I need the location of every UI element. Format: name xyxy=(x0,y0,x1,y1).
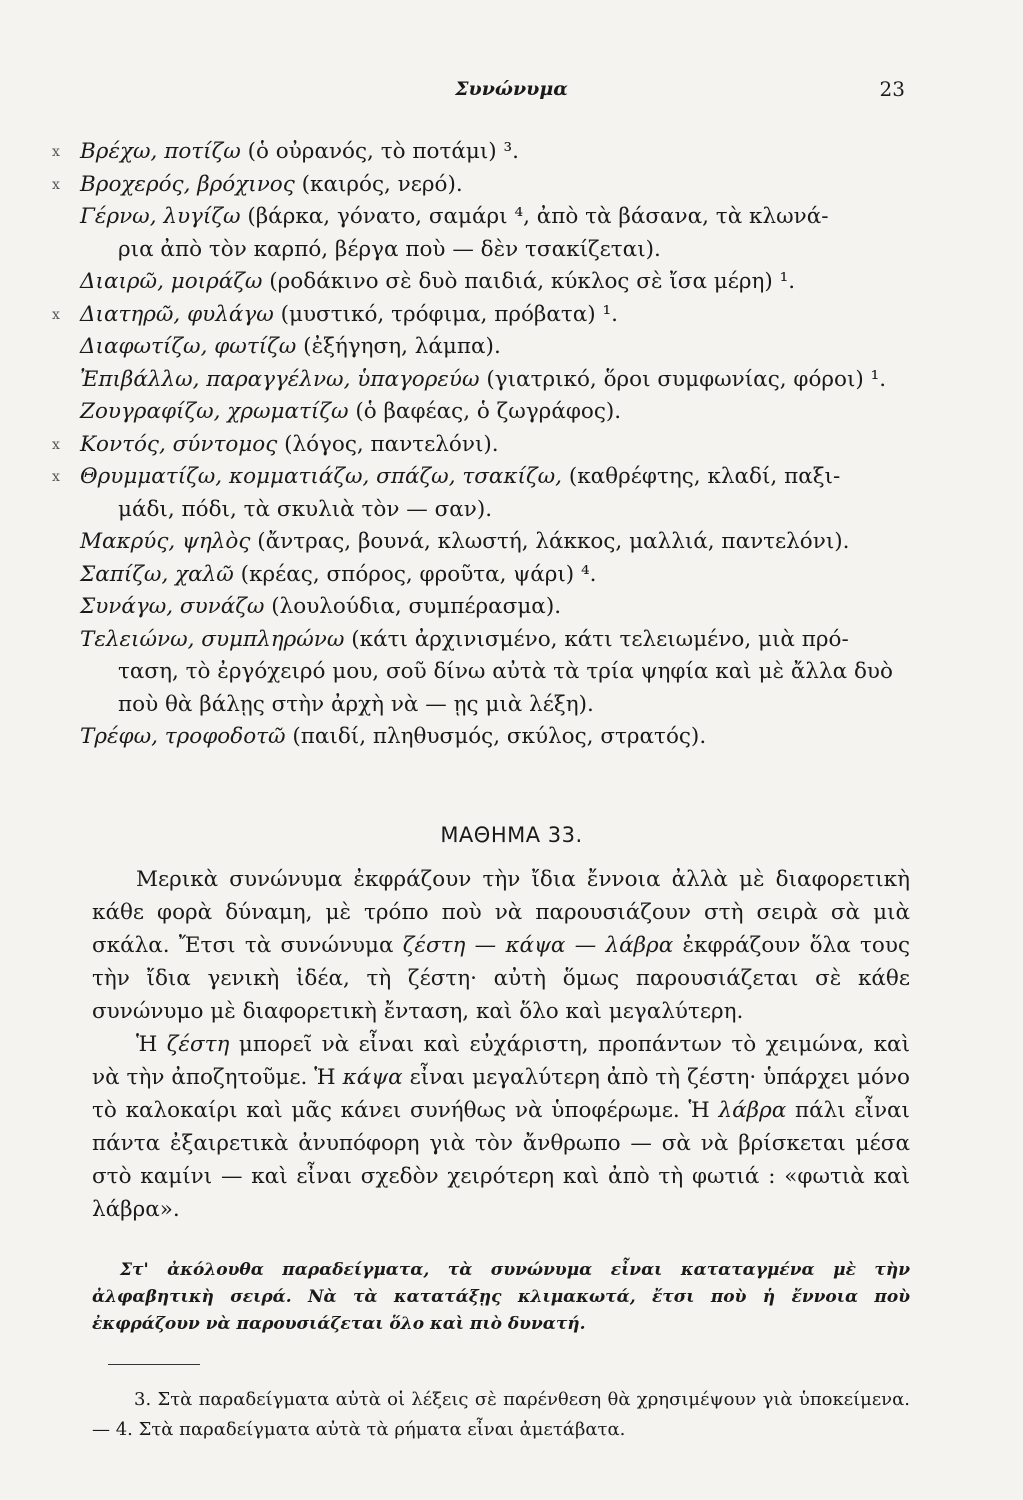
entry-examples: (βάρκα, γόνατο, σαμάρι ⁴, ἀπὸ τὰ βάσανα, τὰ κλωνά- xyxy=(240,204,829,229)
entry-examples: (ἐξήγηση, λάμπα). xyxy=(296,334,501,359)
synonym-entry xyxy=(80,721,920,754)
synonym-entry xyxy=(80,364,920,397)
entry-headwords: Τρέφω, τροφοδοτῶ xyxy=(80,724,286,749)
margin-mark: x xyxy=(52,469,60,485)
synonym-entry xyxy=(52,169,920,202)
entry-examples: (ὁ οὐρανός, τὸ ποτάμι) ³. xyxy=(240,139,519,164)
entry-continuation: ταση, τὸ ἐργόχειρό μου, σοῦ δίνω αὐτὰ τὰ τρία ψηφία καὶ μὲ ἄλλα δυὸ ποὺ θὰ βάλῃς στὴν ἀρχὴ νὰ — ῃς μιὰ λέξη). xyxy=(118,659,893,717)
entry-headwords: Συνάγω, συνάζω xyxy=(80,594,265,619)
entry-headwords: Θρυμματίζω, κομματιάζω, σπάζω, τσακίζω, xyxy=(80,464,562,489)
entry-headwords: Μακρύς, ψηλὸς xyxy=(80,529,251,554)
entry-examples: (γιατρικό, ὅροι συμφωνίας, φόροι) ¹. xyxy=(479,366,887,392)
page-number: 23 xyxy=(879,77,905,101)
synonym-entry xyxy=(52,136,920,169)
entry-continuation: ρια ἀπὸ τὸν καρπό, βέργα ποὺ — δὲν τσακίζεται). xyxy=(118,236,661,262)
entry-examples: (ροδάκινο σὲ δυὸ παιδιά, κύκλος σὲ ἴσα μέρη) ¹. xyxy=(262,269,796,294)
entry-headwords: Γέρνω, λυγίζω xyxy=(80,204,241,229)
synonym-entry xyxy=(52,461,920,526)
entry-headwords: Διαιρῶ, μοιράζω xyxy=(80,269,263,294)
entry-examples: (κάτι ἀρχινισμένο, κάτι τελειωμένο, μιὰ πρό- xyxy=(344,626,849,652)
synonym-entry xyxy=(52,429,920,462)
entry-examples: (ὁ βαφέας, ὁ ζωγράφος). xyxy=(348,399,622,424)
synonym-entry xyxy=(80,201,920,266)
entry-headwords: Ἐπιβάλλω, παραγγέλνω, ὑπαγορεύω xyxy=(80,366,480,392)
entry-headwords: Βροχερός, βρόχινος xyxy=(80,171,295,197)
entry-headwords: Διαφωτίζω, φωτίζω xyxy=(80,334,297,359)
entry-headwords: Τελειώνω, συμπληρώνω xyxy=(80,626,345,652)
entry-examples: (ἄντρας, βουνά, κλωστή, λάκκος, μαλλιά, παντελόνι). xyxy=(250,529,850,554)
synonym-entry xyxy=(80,559,920,592)
lesson-paragraph-1: Μερικὰ συνώνυμα ἐκφράζουν τὴν ἴδια ἔννοια ἀλλὰ μὲ διαφορετικὴ κάθε φορὰ δύναμη, μὲ τρόπο ποὺ νὰ παρουσιάζουν στὴ σειρὰ σὰ μιὰ σκάλα. Ἔτσι τὰ συνώνυμα ζέστη — κάψα — λάβρα ἐκφράζουν ὅλα τους τὴν ἴδια γενικὴ ἰδέα, τὴ ζέστη· αὐτὴ ὅμως παρουσιάζεται σὲ κάθε συνώνυμο μὲ διαφορετικὴ ἔνταση, καὶ ὅλο καὶ μεγαλύτερη. xyxy=(92,867,910,1024)
entry-headwords: Βρέχω, ποτίζω xyxy=(80,139,241,164)
synonym-entries xyxy=(52,136,920,754)
entry-continuation: μάδι, πόδι, τὰ σκυλιὰ τὸν — σαν). xyxy=(118,496,493,522)
margin-mark: x xyxy=(52,144,60,160)
synonym-entry xyxy=(80,396,920,429)
exercise-instruction: Στ' ἀκόλουθα παραδείγματα, τὰ συνώνυμα εἶναι καταταγμένα μὲ τὴν ἀλφαβητικὴ σειρά. Νὰ τὰ κατατάξῃς κλιμακωτά, ἔτσι ποὺ ἡ ἔννοια ποὺ ἐκφράζουν νὰ παρουσιάζεται ὅλο καὶ πιὸ δυνατή. xyxy=(92,1260,910,1334)
entry-examples: (μυστικό, τρόφιμα, πρόβατα) ¹. xyxy=(273,301,618,327)
synonym-entry xyxy=(80,266,920,299)
synonym-entry xyxy=(80,331,920,364)
synonym-entry xyxy=(80,591,920,624)
synonym-entry xyxy=(52,299,920,332)
footnote-divider xyxy=(108,1364,200,1365)
entry-examples: (παιδί, πληθυσμός, σκύλος, στρατός). xyxy=(285,724,707,749)
entry-headwords: Ζουγραφίζω, χρωματίζω xyxy=(80,399,349,424)
lesson-body xyxy=(92,863,910,1226)
entry-headwords: Κοντός, σύντομος xyxy=(80,431,278,457)
synonym-entry xyxy=(80,526,920,559)
lesson-heading: ΜΑΘΗΜΑ 33. xyxy=(440,823,583,847)
running-header-title: Συνώνυμα xyxy=(455,78,568,100)
entry-examples: (καθρέφτης, κλαδί, παξι- xyxy=(562,464,841,489)
entry-headwords: Διατηρῶ, φυλάγω xyxy=(80,301,274,327)
margin-mark: x xyxy=(52,306,60,323)
margin-mark: x xyxy=(52,436,60,453)
entry-examples: (κρέας, σπόρος, φροῦτα, ψάρι) ⁴. xyxy=(233,561,597,587)
synonym-entry xyxy=(80,624,920,722)
entry-examples: (λουλούδια, συμπέρασμα). xyxy=(264,594,562,619)
lesson-paragraph-2: Ἡ ζέστη μπορεῖ νὰ εἶναι καὶ εὐχάριστη, προπάντων τὸ χειμώνα, καὶ νὰ τὴν ἀποζητοῦμε. Ἡ κάψα εἶναι μεγαλύτερη ἀπὸ τὴ ζέστη· ὑπάρχει μόνο τὸ καλοκαίρι καὶ μᾶς κάνει συνήθως νὰ ὑποφέρωμε. Ἡ λάβρα πάλι εἶναι πάντα ἐξαιρετικὰ ἀνυπόφορη γιὰ τὸν ἄνθρωπο — σὰ νὰ βρίσκεται μέσα στὸ καμίνι — καὶ εἶναι σχεδὸν χειρότερη καὶ ἀπὸ τὴ φωτιά : «φωτιὰ καὶ λάβρα». xyxy=(92,1032,910,1222)
margin-mark: x xyxy=(52,176,60,193)
entry-examples: (καιρός, νερό). xyxy=(294,171,463,197)
footnotes: 3. Στὰ παραδείγματα αὐτὰ οἱ λέξεις σὲ παρένθεση θὰ χρησιμέψουν γιὰ ὑποκείμενα.— 4. Στὰ παραδείγματα αὐτὰ τὰ ρήματα εἶναι ἀμετάβατα. xyxy=(92,1389,910,1440)
entry-headwords: Σαπίζω, χαλῶ xyxy=(80,561,234,587)
entry-examples: (λόγος, παντελόνι). xyxy=(277,431,499,457)
